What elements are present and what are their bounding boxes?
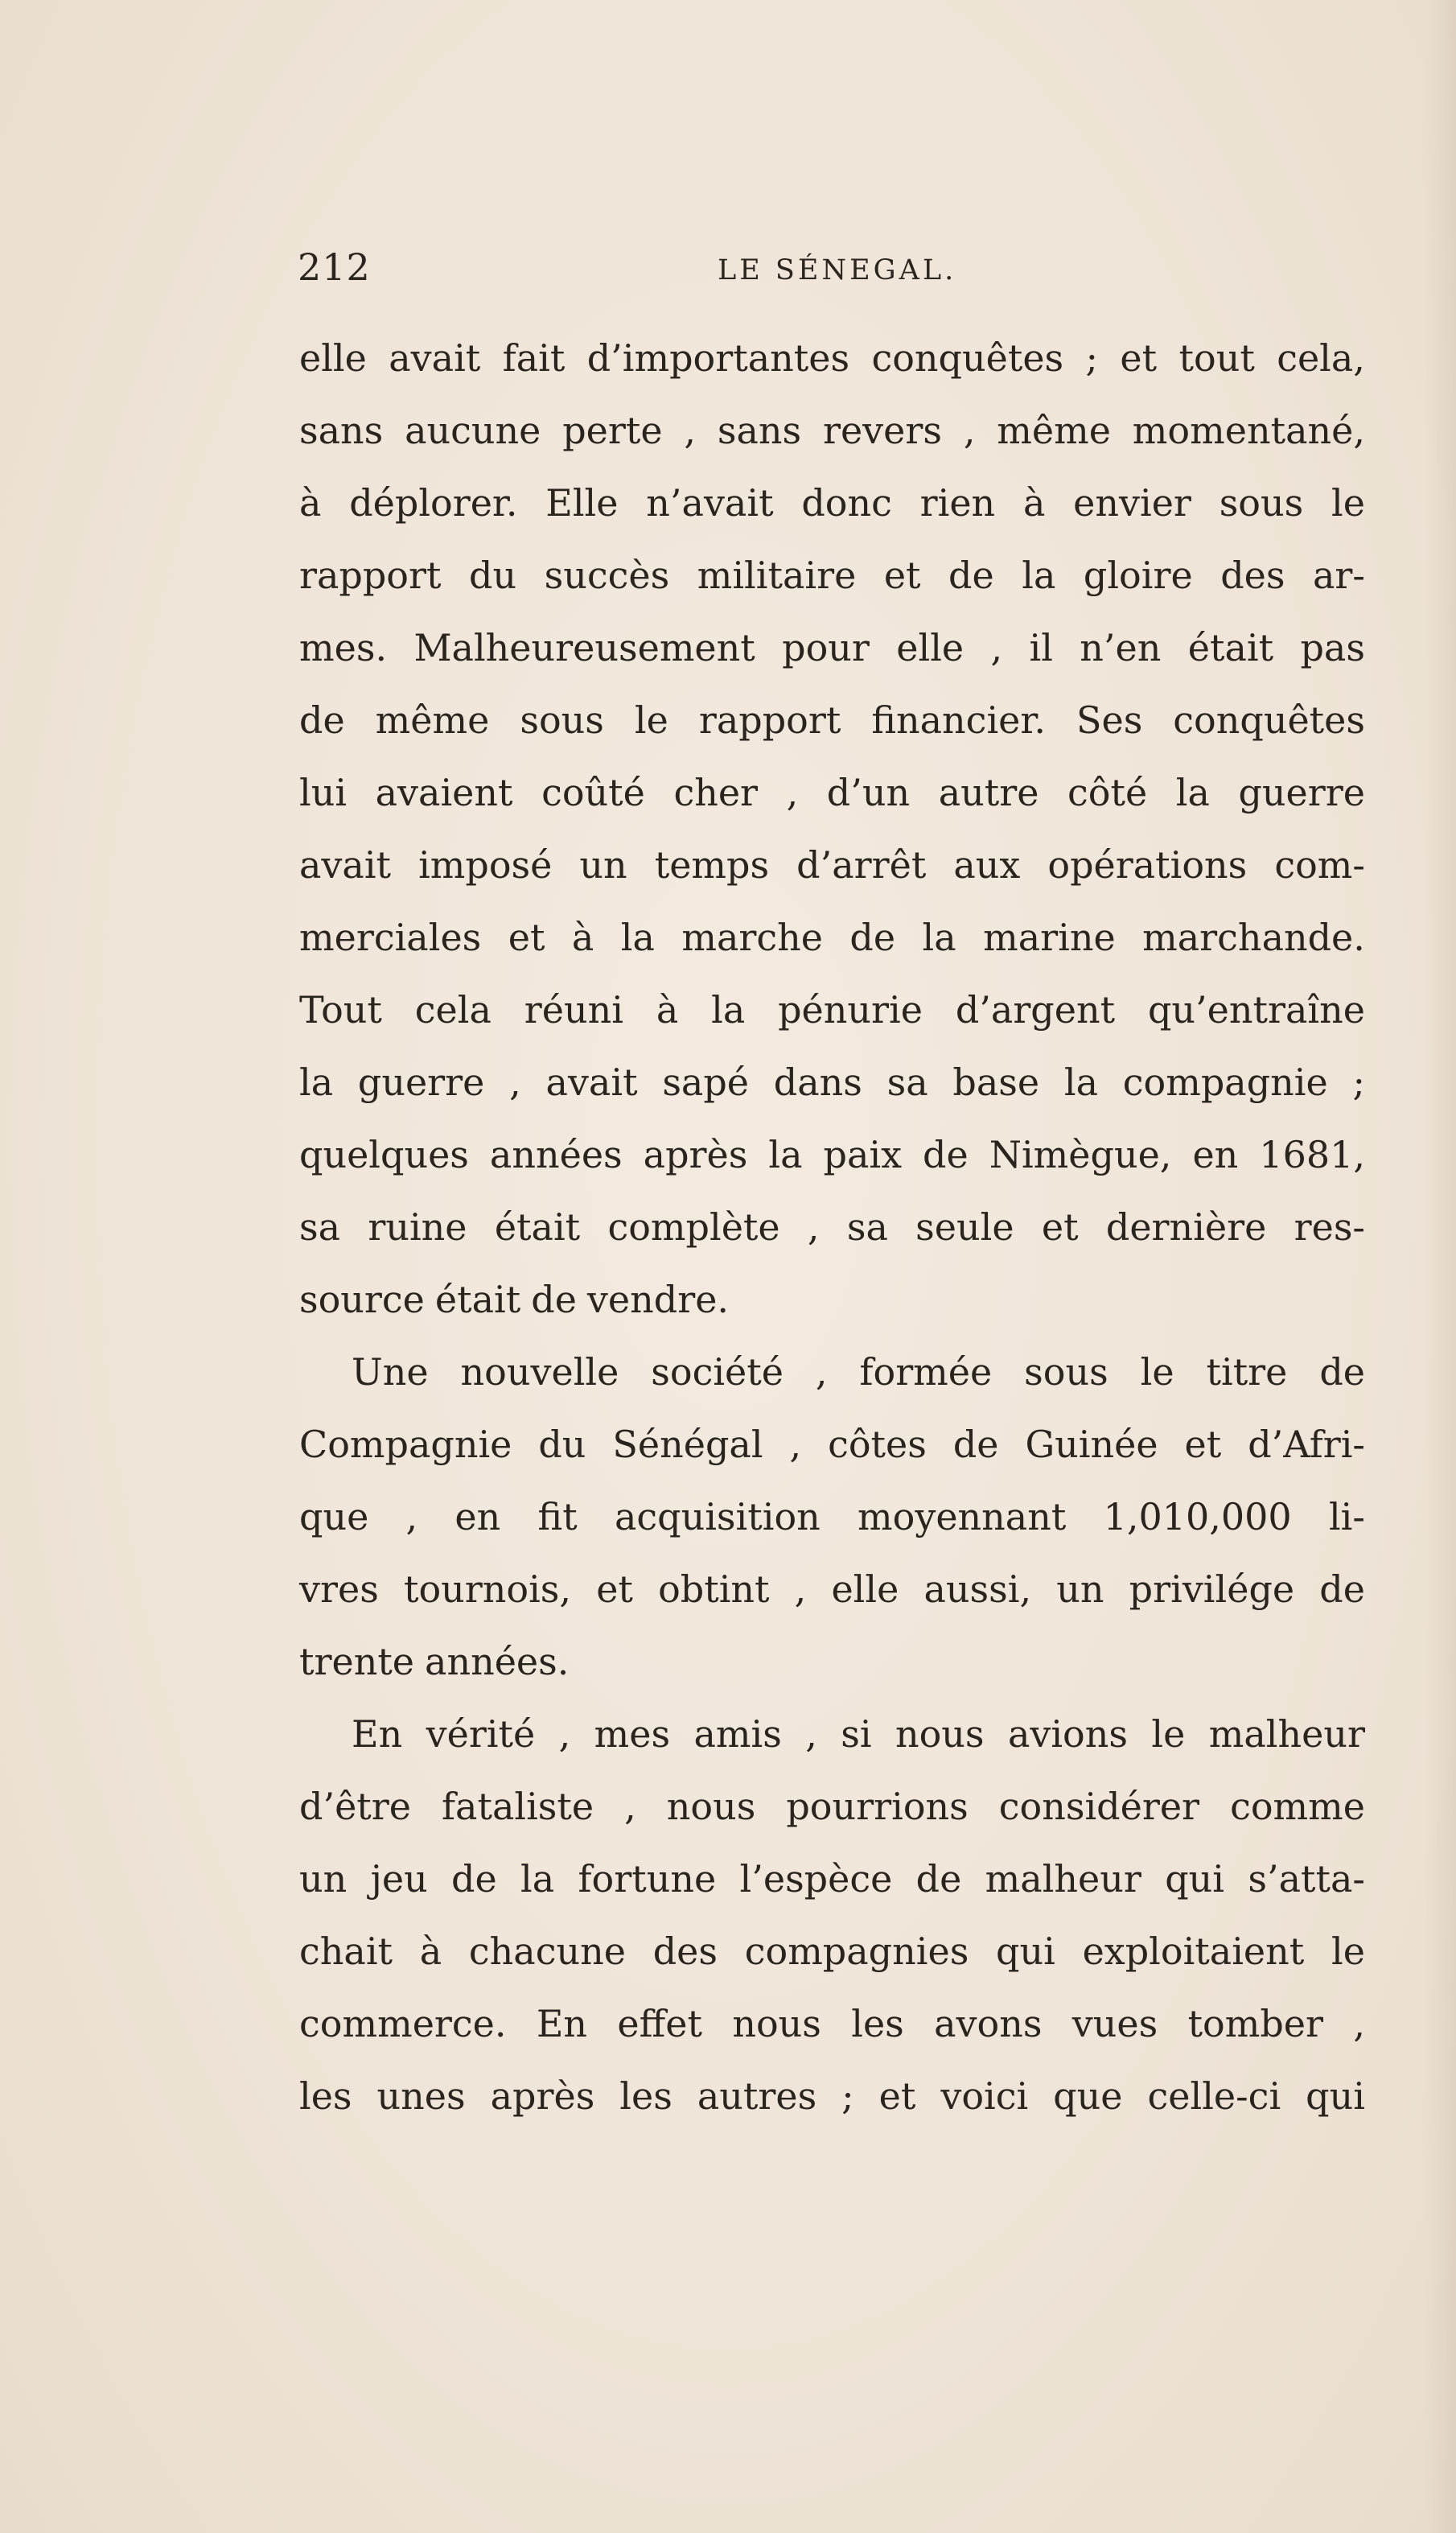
page-number: 212 [298,245,371,289]
word: considérer [998,1785,1200,1828]
word: lui [299,771,348,814]
word: tomber [1187,2002,1324,2045]
word: , [1353,2002,1365,2045]
word: à [1022,481,1046,525]
word: en [454,1495,501,1538]
word: complète [607,1205,780,1249]
text-line [299,1191,1365,1263]
word: pas [1300,626,1365,669]
word: à [419,1930,442,1973]
word: et [1184,1423,1222,1466]
word: si [841,1712,872,1756]
word: compagnies [744,1930,969,1973]
paragraph [299,322,1365,1336]
word: autres [697,2074,817,2118]
word: ruine [368,1205,467,1249]
word: cela [414,988,492,1032]
word: d’argent [955,988,1116,1032]
word: et [596,1567,633,1611]
word: années. [425,1640,570,1683]
word: pénurie [778,988,923,1032]
word: nouvelle [460,1350,619,1394]
word: En [352,1712,403,1756]
word: sans [717,409,802,452]
word: com- [1274,843,1365,887]
word: la [1175,771,1210,814]
word: rapport [299,554,442,597]
word: le [1140,1350,1174,1394]
word: déplorer. [349,481,518,525]
word: et [1120,336,1158,380]
word: fataliste [442,1785,594,1828]
word: avait [389,336,481,380]
word: chait [299,1930,393,1973]
word: années [489,1133,623,1176]
word: après [643,1133,748,1176]
word: du [469,554,517,597]
text-line [299,974,1365,1046]
word: momentané, [1132,409,1365,452]
word: d’un [826,771,911,814]
word: un [1056,1567,1104,1611]
word: imposé [418,843,553,887]
word: nous [666,1785,756,1828]
word: il [1029,626,1053,669]
word: d’importantes [586,336,850,380]
word: malheur [985,1857,1141,1901]
word: après [490,2074,595,2118]
word: temps [654,843,770,887]
word: Malheureusement [413,626,755,669]
word: pourrions [786,1785,969,1828]
word: res- [1294,1205,1365,1249]
word: le [1331,481,1365,525]
word: envier [1073,481,1191,525]
text-line [299,612,1365,684]
word: , [789,1423,802,1466]
word: amis [693,1712,782,1756]
word: côtes [828,1423,927,1466]
text-line [299,1625,1365,1698]
word: marine [983,916,1116,959]
word: de [923,1133,969,1176]
word: la [922,916,956,959]
text-line [299,1481,1365,1553]
word: vres [299,1567,379,1611]
word: , [405,1495,418,1538]
word: sa [846,1205,888,1249]
word: et [883,554,921,597]
word: le [1151,1712,1186,1756]
word: Nimègue, [989,1133,1172,1176]
word: , [805,1712,817,1756]
word: nous [732,2002,821,2045]
word: comme [1230,1785,1365,1828]
word: perte [562,409,663,452]
text-line [299,1770,1365,1843]
word: du [538,1423,586,1466]
word: , [807,1205,820,1249]
text-line [299,1046,1365,1118]
word: , [558,1712,571,1756]
word: cher [673,771,759,814]
word: avait [299,843,392,887]
word: et [1041,1205,1079,1249]
word: , [786,771,799,814]
word: conquêtes [871,336,1064,380]
word: privilége [1129,1567,1295,1611]
word: financier. [871,698,1046,742]
word: donc [801,481,892,525]
word: mes [594,1712,671,1756]
word: formée [859,1350,993,1394]
word: jeu [370,1857,428,1901]
word: dernière [1105,1205,1267,1249]
word: était [1187,626,1274,669]
word: conquêtes [1173,698,1365,742]
word: dans [773,1061,862,1104]
word: Compagnie [299,1423,512,1466]
word: , [509,1061,521,1104]
word: Sénégal [612,1423,763,1466]
word: sa [299,1205,341,1249]
word: les [299,2074,352,2118]
word: celle-ci [1147,2074,1281,2118]
word: à [299,481,322,525]
word: à [571,916,594,959]
word: était [434,1278,521,1321]
word: , [684,409,697,452]
text-line [299,539,1365,612]
word: côté [1067,771,1148,814]
word: , [815,1350,828,1394]
word: fait [502,336,566,380]
word: de [1319,1350,1365,1394]
word: marchande. [1142,916,1365,959]
word: militaire [697,554,857,597]
word: d’arrêt [796,843,927,887]
text-line [299,684,1365,756]
word: Tout [299,988,382,1032]
word: titre [1206,1350,1288,1394]
word: elle [896,626,964,669]
word: ar- [1312,554,1365,597]
word: guerre [357,1061,485,1104]
word: paix [823,1133,903,1176]
word: le [1331,1930,1365,1973]
word: avaient [375,771,513,814]
text-line [299,467,1365,539]
word: à [656,988,679,1032]
word: , [624,1785,636,1828]
text-line [299,1987,1365,2060]
word: de [299,698,345,742]
word: sous [1024,1350,1108,1394]
word: gloire [1083,554,1193,597]
word: Elle [545,481,619,525]
word: , [990,626,1003,669]
text-line [299,1263,1365,1336]
word: vues [1071,2002,1158,2045]
word: les [619,2074,672,2118]
word: l’espèce [739,1857,893,1901]
text-line [299,394,1365,467]
word: vendre. [586,1278,730,1321]
word: exploitaient [1082,1930,1305,1973]
word: cela, [1277,336,1365,380]
word: rien [919,481,996,525]
word: obtint [658,1567,770,1611]
word: sous [1219,481,1304,525]
word: elle [831,1567,899,1611]
word: sous [520,698,604,742]
word: la [299,1061,334,1104]
word: de [849,916,896,959]
word: qui [1165,1857,1225,1901]
word: n’en [1080,626,1162,669]
word: , [794,1567,807,1611]
word: de [915,1857,962,1901]
text-line [299,1408,1365,1481]
word: vérité [426,1712,536,1756]
word: et [878,2074,916,2118]
paragraph [299,1698,1365,2132]
word: de [952,1423,999,1466]
word: tout [1178,336,1255,380]
text-line [299,1843,1365,1915]
word: coûté [541,771,645,814]
word: trente [299,1640,415,1683]
word: nous [895,1712,985,1756]
word: sans [299,409,384,452]
word: ; [1085,336,1099,380]
word: aussi, [923,1567,1032,1611]
paragraph [299,1336,1365,1698]
word: la [520,1857,555,1901]
word: Guinée [1025,1423,1158,1466]
text-line [299,1698,1365,1770]
word: unes [376,2074,466,2118]
text-line [299,2060,1365,2132]
word: de [451,1857,497,1901]
word: en [1192,1133,1239,1176]
word: chacune [468,1930,626,1973]
word: de [948,554,994,597]
word: les [851,2002,904,2045]
word: ; [841,2074,854,2118]
word: même [997,409,1111,452]
word: un [579,843,627,887]
word: qu’entraîne [1147,988,1365,1032]
text-line [299,1915,1365,1987]
word: quelques [299,1133,469,1176]
word: source [299,1278,425,1321]
word: et [508,916,545,959]
word: effet [617,2002,703,2045]
word: aucune [405,409,541,452]
word: li- [1328,1495,1365,1538]
word: fortune [578,1857,717,1901]
word: pour [782,626,870,669]
word: tournois, [403,1567,572,1611]
word: s’atta- [1248,1857,1365,1901]
word: que [1053,2074,1123,2118]
word: la [1022,554,1056,597]
word: d’être [299,1785,411,1828]
word: commerce. [299,2002,507,2045]
word: réuni [524,988,623,1032]
text-line [299,901,1365,974]
word: marche [681,916,823,959]
word: un [299,1857,348,1901]
word: la [620,916,655,959]
word: était [494,1205,581,1249]
word: fit [537,1495,578,1538]
word: société [651,1350,784,1394]
word: mes. [299,626,388,669]
word: ; [1352,1061,1365,1104]
word: succès [544,554,670,597]
word: qui [996,1930,1055,1973]
word: le [634,698,668,742]
word: de [1319,1567,1365,1611]
word: base [952,1061,1040,1104]
word: même [375,698,490,742]
word: avons [934,2002,1043,2045]
body-text [299,322,1365,2132]
word: opérations [1047,843,1248,887]
word: Une [352,1350,429,1394]
word: autre [938,771,1039,814]
word: n’avait [646,481,774,525]
word: malheur [1208,1712,1365,1756]
word: revers [822,409,942,452]
word: moyennant [858,1495,1067,1538]
word: merciales [299,916,482,959]
word: qui [1306,2074,1365,2118]
word: sapé [662,1061,750,1104]
text-line [299,1336,1365,1408]
text-line [299,1553,1365,1625]
word: des [652,1930,718,1973]
word: la [711,988,746,1032]
word: En [536,2002,588,2045]
word: de [531,1278,577,1321]
word: voici [940,2074,1029,2118]
word: compagnie [1122,1061,1328,1104]
text-line [299,1118,1365,1191]
word: aux [953,843,1021,887]
word: que [299,1495,369,1538]
word: d’Afri- [1248,1423,1365,1466]
word: 1681, [1259,1133,1365,1176]
text-line [299,829,1365,901]
word: des [1220,554,1285,597]
word: avions [1007,1712,1128,1756]
text-line [299,756,1365,829]
word: rapport [698,698,841,742]
word: 1,010,000 [1103,1495,1292,1538]
word: avait [545,1061,638,1104]
word: acquisition [614,1495,821,1538]
word: sa [886,1061,928,1104]
word: la [768,1133,803,1176]
word: Ses [1076,698,1143,742]
page-edge-shadow [1424,0,1456,2533]
word: elle [299,336,367,380]
word: seule [915,1205,1014,1249]
running-head: LE SÉNEGAL. [718,254,957,286]
word: la [1063,1061,1098,1104]
word: guerre [1238,771,1365,814]
text-line [299,322,1365,394]
word: , [963,409,976,452]
